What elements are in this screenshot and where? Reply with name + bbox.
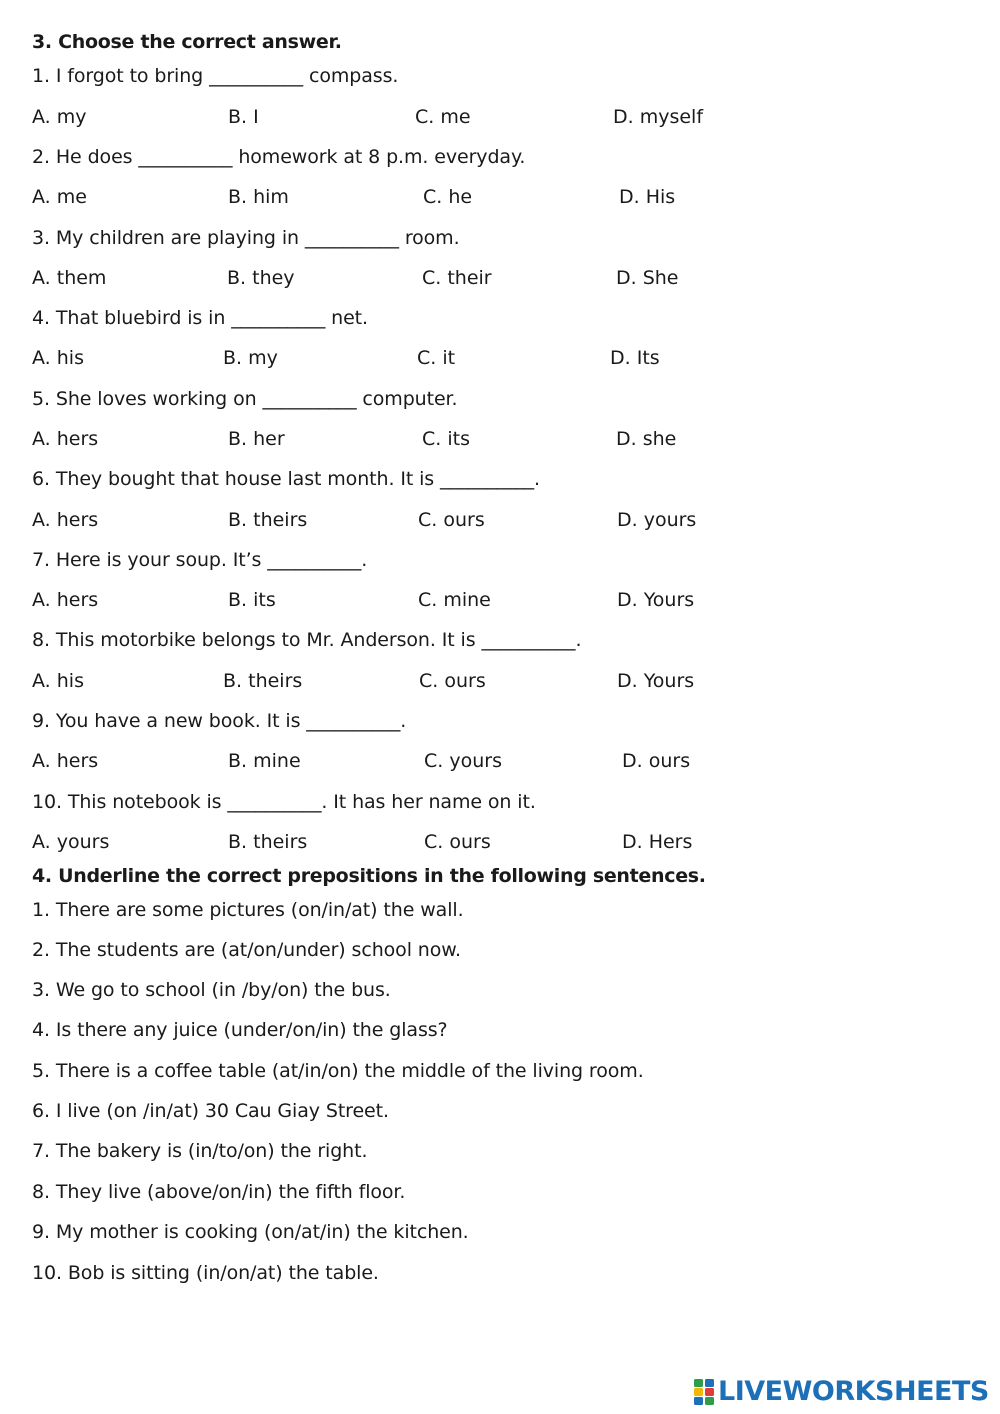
sentence-7: 7. The bakery is (in/to/on) the right. bbox=[32, 1140, 368, 1162]
question-6: 6. They bought that house last month. It is __________. bbox=[32, 468, 540, 490]
question-2-option-b[interactable]: B. him bbox=[228, 186, 289, 208]
question-8-option-b[interactable]: B. theirs bbox=[223, 670, 303, 692]
question-5-option-b[interactable]: B. her bbox=[228, 428, 285, 450]
question-9: 9. You have a new book. It is __________. bbox=[32, 710, 407, 732]
question-4-option-d[interactable]: D. Its bbox=[610, 347, 660, 369]
question-9-option-a[interactable]: A. hers bbox=[32, 750, 99, 772]
question-5-option-d[interactable]: D. she bbox=[616, 428, 677, 450]
logo-text: LIVEWORKSHEETS bbox=[718, 1376, 989, 1407]
question-7-option-b[interactable]: B. its bbox=[228, 589, 276, 611]
sentence-1: 1. There are some pictures (on/in/at) the wall. bbox=[32, 899, 464, 921]
question-10-option-c[interactable]: C. ours bbox=[424, 831, 491, 853]
question-7: 7. Here is your soup. It’s __________. bbox=[32, 549, 368, 571]
question-5: 5. She loves working on __________ computer. bbox=[32, 388, 458, 410]
question-1-option-c[interactable]: C. me bbox=[415, 106, 471, 128]
question-3-option-d[interactable]: D. She bbox=[616, 267, 679, 289]
question-3-option-c[interactable]: C. their bbox=[422, 267, 492, 289]
question-2-option-a[interactable]: A. me bbox=[32, 186, 87, 208]
question-5-option-a[interactable]: A. hers bbox=[32, 428, 99, 450]
question-3: 3. My children are playing in __________ room. bbox=[32, 227, 460, 249]
question-7-option-d[interactable]: D. Yours bbox=[617, 589, 695, 611]
question-8: 8. This motorbike belongs to Mr. Anderson. It is __________. bbox=[32, 629, 582, 651]
sentence-2: 2. The students are (at/on/under) school now. bbox=[32, 939, 461, 961]
question-2: 2. He does __________ homework at 8 p.m. everyday. bbox=[32, 146, 526, 168]
question-1-option-a[interactable]: A. my bbox=[32, 106, 87, 128]
question-3-option-b[interactable]: B. they bbox=[227, 267, 295, 289]
sentence-6: 6. I live (on /in/at) 30 Cau Giay Street. bbox=[32, 1100, 389, 1122]
question-4-option-c[interactable]: C. it bbox=[417, 347, 456, 369]
section-4-heading: 4. Underline the correct prepositions in the following sentences. bbox=[32, 865, 706, 887]
section-3-heading: 3. Choose the correct answer. bbox=[32, 31, 342, 53]
liveworksheets-logo[interactable] bbox=[694, 1376, 989, 1408]
question-4-option-a[interactable]: A. his bbox=[32, 347, 84, 369]
liveworksheets-logo-icon bbox=[694, 1379, 714, 1405]
question-7-option-a[interactable]: A. hers bbox=[32, 589, 99, 611]
sentence-9: 9. My mother is cooking (on/at/in) the kitchen. bbox=[32, 1221, 469, 1243]
question-4: 4. That bluebird is in __________ net. bbox=[32, 307, 368, 329]
question-10-option-d[interactable]: D. Hers bbox=[622, 831, 693, 853]
question-6-option-a[interactable]: A. hers bbox=[32, 509, 99, 531]
question-9-option-d[interactable]: D. ours bbox=[622, 750, 691, 772]
question-7-option-c[interactable]: C. mine bbox=[418, 589, 491, 611]
question-5-option-c[interactable]: C. its bbox=[422, 428, 470, 450]
sentence-4: 4. Is there any juice (under/on/in) the glass? bbox=[32, 1019, 448, 1041]
sentence-8: 8. They live (above/on/in) the fifth floor. bbox=[32, 1181, 406, 1203]
question-10-option-a[interactable]: A. yours bbox=[32, 831, 110, 853]
question-8-option-a[interactable]: A. his bbox=[32, 670, 84, 692]
question-6-option-b[interactable]: B. theirs bbox=[228, 509, 308, 531]
sentence-3: 3. We go to school (in /by/on) the bus. bbox=[32, 979, 391, 1001]
question-2-option-d[interactable]: D. His bbox=[619, 186, 676, 208]
question-4-option-b[interactable]: B. my bbox=[223, 347, 278, 369]
question-9-option-b[interactable]: B. mine bbox=[228, 750, 301, 772]
question-10: 10. This notebook is __________. It has her name on it. bbox=[32, 791, 536, 813]
question-6-option-d[interactable]: D. yours bbox=[617, 509, 697, 531]
question-1-option-d[interactable]: D. myself bbox=[613, 106, 704, 128]
question-9-option-c[interactable]: C. yours bbox=[424, 750, 502, 772]
sentence-10: 10. Bob is sitting (in/on/at) the table. bbox=[32, 1262, 379, 1284]
question-1-option-b[interactable]: B. I bbox=[228, 106, 259, 128]
sentence-5: 5. There is a coffee table (at/in/on) the middle of the living room. bbox=[32, 1060, 644, 1082]
question-2-option-c[interactable]: C. he bbox=[423, 186, 473, 208]
question-6-option-c[interactable]: C. ours bbox=[418, 509, 485, 531]
question-10-option-b[interactable]: B. theirs bbox=[228, 831, 308, 853]
question-8-option-d[interactable]: D. Yours bbox=[617, 670, 695, 692]
question-1: 1. I forgot to bring __________ compass. bbox=[32, 65, 399, 87]
question-3-option-a[interactable]: A. them bbox=[32, 267, 107, 289]
question-8-option-c[interactable]: C. ours bbox=[419, 670, 486, 692]
